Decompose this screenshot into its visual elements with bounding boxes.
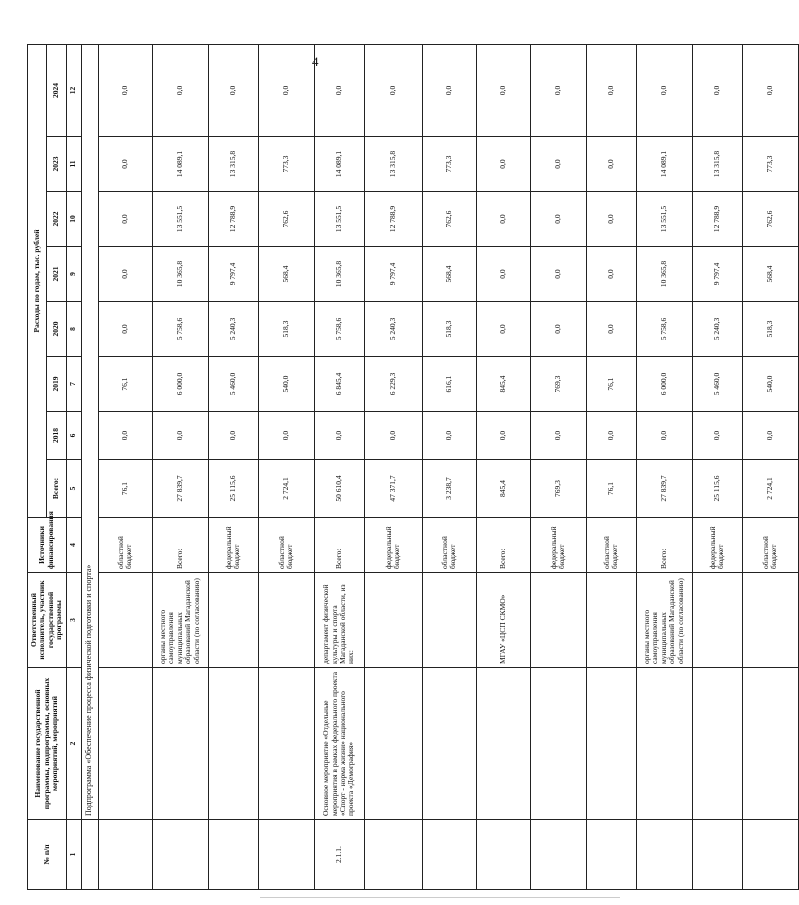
- year-value-cell: 5 758,6: [636, 302, 692, 357]
- year-value-cell: 13 315,8: [208, 137, 258, 192]
- year-value-cell: 518,3: [422, 302, 476, 357]
- year-value-cell: 10 365,8: [314, 247, 364, 302]
- num-cell: [742, 820, 798, 890]
- table-row: [636, 44, 692, 889]
- col-number: 5: [66, 460, 81, 518]
- year-value-cell: 845,4: [476, 357, 530, 412]
- year-header: 2018: [47, 412, 66, 460]
- source-cell: федеральный бюджет: [364, 518, 422, 573]
- source-cell: федеральный бюджет: [692, 518, 742, 573]
- year-value-cell: 0,0: [152, 412, 208, 460]
- year-value-cell: 12 788,9: [692, 192, 742, 247]
- year-value-cell: 5 758,6: [152, 302, 208, 357]
- year-value-cell: 0,0: [636, 44, 692, 136]
- table-row: [692, 44, 742, 889]
- year-value-cell: 540,0: [258, 357, 314, 412]
- total-cell: 25 115,6: [692, 460, 742, 518]
- source-cell: областной бюджет: [258, 518, 314, 573]
- total-cell: 3 238,7: [422, 460, 476, 518]
- name-cell: [258, 668, 314, 820]
- executor-cell: [258, 573, 314, 668]
- num-cell: [258, 820, 314, 890]
- executor-cell: МГАУ «ЦСП СКМО»: [476, 573, 530, 668]
- year-value-cell: 568,4: [422, 247, 476, 302]
- col-num-header: № п/п: [28, 820, 67, 890]
- name-cell: [364, 668, 422, 820]
- col-name-header: Наименование государственной программы, подпрограммы, основных мероприятий, мероприятий: [28, 668, 67, 820]
- year-value-cell: 0,0: [364, 44, 422, 136]
- name-cell: [476, 668, 530, 820]
- col-number: 3: [66, 573, 81, 668]
- total-cell: 27 839,7: [636, 460, 692, 518]
- col-number: 6: [66, 412, 81, 460]
- num-cell: [98, 820, 152, 890]
- year-header: 2020: [47, 302, 66, 357]
- name-cell: [208, 668, 258, 820]
- rotated-table-wrapper: [27, 45, 799, 890]
- year-value-cell: 762,6: [742, 192, 798, 247]
- year-value-cell: 6 000,0: [636, 357, 692, 412]
- num-cell: [476, 820, 530, 890]
- col-number: 1: [66, 820, 81, 890]
- table-row: [476, 44, 530, 889]
- year-value-cell: 0,0: [152, 44, 208, 136]
- year-value-cell: 6 229,3: [364, 357, 422, 412]
- source-cell: областной бюджет: [98, 518, 152, 573]
- name-cell: [152, 668, 208, 820]
- name-cell: Основное мероприятие «Отдельные мероприятия в рамках федерального проекта «Спорт - норма жизни» национального проекта «Демография»: [314, 668, 364, 820]
- year-value-cell: 0,0: [314, 412, 364, 460]
- executor-cell: [586, 573, 636, 668]
- year-value-cell: 762,6: [422, 192, 476, 247]
- year-value-cell: 9 797,4: [364, 247, 422, 302]
- year-value-cell: 14 089,1: [636, 137, 692, 192]
- source-cell: Всего:: [476, 518, 530, 573]
- col-total-header: Всего:: [47, 460, 66, 518]
- year-value-cell: 5 240,3: [692, 302, 742, 357]
- year-value-cell: 12 788,9: [208, 192, 258, 247]
- source-cell: Всего:: [314, 518, 364, 573]
- year-value-cell: 0,0: [586, 247, 636, 302]
- year-value-cell: 0,0: [530, 192, 586, 247]
- year-value-cell: 0,0: [586, 192, 636, 247]
- year-value-cell: 0,0: [476, 137, 530, 192]
- source-cell: Всего:: [152, 518, 208, 573]
- year-value-cell: 773,3: [422, 137, 476, 192]
- num-cell: [530, 820, 586, 890]
- year-value-cell: 5 460,0: [208, 357, 258, 412]
- year-value-cell: 0,0: [422, 44, 476, 136]
- executor-cell: департамент физической культуры и спорта Магаданской области, из них:: [314, 573, 364, 668]
- executor-cell: [208, 573, 258, 668]
- name-cell: [98, 668, 152, 820]
- table-row: [208, 44, 258, 889]
- year-value-cell: 0,0: [98, 192, 152, 247]
- year-header: 2022: [47, 192, 66, 247]
- year-value-cell: 0,0: [742, 44, 798, 136]
- year-value-cell: 540,0: [742, 357, 798, 412]
- table-row: [742, 44, 798, 889]
- year-header: 2019: [47, 357, 66, 412]
- table-row: [422, 44, 476, 889]
- year-value-cell: 10 365,8: [636, 247, 692, 302]
- source-cell: областной бюджет: [586, 518, 636, 573]
- executor-cell: [98, 573, 152, 668]
- col-source-header: Источники финансирования: [28, 518, 67, 573]
- col-number: 7: [66, 357, 81, 412]
- year-value-cell: 0,0: [586, 44, 636, 136]
- subprogram-row: [81, 44, 98, 889]
- year-value-cell: 0,0: [314, 44, 364, 136]
- num-cell: [208, 820, 258, 890]
- executor-cell: органы местного самоуправления муниципальных образований Магаданской области (по согласованию): [152, 573, 208, 668]
- year-header: 2023: [47, 137, 66, 192]
- executor-cell: [530, 573, 586, 668]
- table-row: [152, 44, 208, 889]
- year-header: 2021: [47, 247, 66, 302]
- col-number: 10: [66, 192, 81, 247]
- total-cell: 76,1: [98, 460, 152, 518]
- col-number: 9: [66, 247, 81, 302]
- source-cell: федеральный бюджет: [208, 518, 258, 573]
- year-value-cell: 0,0: [476, 192, 530, 247]
- year-value-cell: 0,0: [476, 247, 530, 302]
- num-cell: [422, 820, 476, 890]
- year-value-cell: 0,0: [742, 412, 798, 460]
- col-number: 2: [66, 668, 81, 820]
- scan-artifact-line: [260, 897, 620, 901]
- year-value-cell: 13 315,8: [692, 137, 742, 192]
- year-header: 2024: [47, 44, 66, 136]
- col-number: 12: [66, 44, 81, 136]
- year-value-cell: 0,0: [530, 137, 586, 192]
- year-value-cell: 0,0: [208, 412, 258, 460]
- total-cell: 27 839,7: [152, 460, 208, 518]
- year-value-cell: 0,0: [98, 412, 152, 460]
- total-cell: 50 610,4: [314, 460, 364, 518]
- year-value-cell: 0,0: [586, 137, 636, 192]
- year-value-cell: 0,0: [422, 412, 476, 460]
- year-value-cell: 76,1: [586, 357, 636, 412]
- col-executor-header: Ответственный исполнитель, участник государственной программы: [28, 573, 67, 668]
- num-cell: [152, 820, 208, 890]
- year-value-cell: 0,0: [98, 302, 152, 357]
- table-row: [586, 44, 636, 889]
- year-value-cell: 0,0: [98, 137, 152, 192]
- name-cell: [422, 668, 476, 820]
- year-value-cell: 0,0: [530, 412, 586, 460]
- subprogram-title: Подпрограмма «Обеспечение процесса физической подготовки и спорта»: [81, 44, 98, 819]
- year-value-cell: 0,0: [476, 412, 530, 460]
- year-value-cell: 518,3: [258, 302, 314, 357]
- year-value-cell: 6 000,0: [152, 357, 208, 412]
- year-value-cell: 0,0: [258, 412, 314, 460]
- year-value-cell: 0,0: [530, 247, 586, 302]
- num-cell: [364, 820, 422, 890]
- executor-cell: органы местного самоуправления муниципальных образований Магаданской области (по согласованию): [636, 573, 692, 668]
- source-cell: областной бюджет: [422, 518, 476, 573]
- total-cell: 25 115,6: [208, 460, 258, 518]
- year-value-cell: 0,0: [98, 247, 152, 302]
- page-number: 4: [312, 54, 319, 69]
- table-row: [530, 44, 586, 889]
- name-cell: [530, 668, 586, 820]
- year-value-cell: 568,4: [258, 247, 314, 302]
- num-cell: [586, 820, 636, 890]
- subprogram-num-cell: [81, 820, 98, 890]
- total-cell: 2 724,1: [258, 460, 314, 518]
- year-value-cell: 13 551,5: [636, 192, 692, 247]
- col-expenses-header: Расходы по годам, тыс. рублей: [28, 44, 47, 517]
- source-cell: областной бюджет: [742, 518, 798, 573]
- col-number: 11: [66, 137, 81, 192]
- year-value-cell: 76,1: [98, 357, 152, 412]
- year-value-cell: 616,1: [422, 357, 476, 412]
- year-value-cell: 14 089,1: [314, 137, 364, 192]
- total-cell: 47 371,7: [364, 460, 422, 518]
- year-value-cell: 5 240,3: [364, 302, 422, 357]
- year-value-cell: 13 315,8: [364, 137, 422, 192]
- year-value-cell: 762,6: [258, 192, 314, 247]
- year-value-cell: 769,3: [530, 357, 586, 412]
- year-value-cell: 0,0: [530, 44, 586, 136]
- source-cell: федеральный бюджет: [530, 518, 586, 573]
- header-row-1: [28, 44, 47, 889]
- executor-cell: [422, 573, 476, 668]
- year-value-cell: 773,3: [742, 137, 798, 192]
- executor-cell: [364, 573, 422, 668]
- year-value-cell: 0,0: [692, 412, 742, 460]
- year-value-cell: 12 788,9: [364, 192, 422, 247]
- source-cell: Всего:: [636, 518, 692, 573]
- col-number: 8: [66, 302, 81, 357]
- name-cell: [692, 668, 742, 820]
- year-value-cell: 0,0: [476, 44, 530, 136]
- name-cell: [586, 668, 636, 820]
- year-value-cell: 13 551,5: [152, 192, 208, 247]
- name-cell: [742, 668, 798, 820]
- year-value-cell: 0,0: [476, 302, 530, 357]
- year-value-cell: 9 797,4: [208, 247, 258, 302]
- table-row: [98, 44, 152, 889]
- executor-cell: [692, 573, 742, 668]
- column-numbers-row: [66, 44, 81, 889]
- year-value-cell: 0,0: [692, 44, 742, 136]
- num-cell: [692, 820, 742, 890]
- total-cell: 2 724,1: [742, 460, 798, 518]
- num-cell: 2.1.1.: [314, 820, 364, 890]
- total-cell: 845,4: [476, 460, 530, 518]
- year-value-cell: 0,0: [586, 412, 636, 460]
- table-row: [364, 44, 422, 889]
- year-value-cell: 10 365,8: [152, 247, 208, 302]
- col-number: 4: [66, 518, 81, 573]
- year-value-cell: 14 089,1: [152, 137, 208, 192]
- name-cell: [636, 668, 692, 820]
- year-value-cell: 13 551,5: [314, 192, 364, 247]
- table-row: [258, 44, 314, 889]
- year-value-cell: 5 758,6: [314, 302, 364, 357]
- expenses-table: [27, 44, 799, 890]
- year-value-cell: 773,3: [258, 137, 314, 192]
- year-value-cell: 0,0: [530, 302, 586, 357]
- total-cell: 769,3: [530, 460, 586, 518]
- year-value-cell: 5 240,3: [208, 302, 258, 357]
- year-value-cell: 0,0: [636, 412, 692, 460]
- num-cell: [636, 820, 692, 890]
- year-value-cell: 0,0: [208, 44, 258, 136]
- year-value-cell: 6 845,4: [314, 357, 364, 412]
- year-value-cell: 518,3: [742, 302, 798, 357]
- year-value-cell: 5 460,0: [692, 357, 742, 412]
- total-cell: 76,1: [586, 460, 636, 518]
- year-value-cell: 568,4: [742, 247, 798, 302]
- table-row: [314, 44, 364, 889]
- year-value-cell: 0,0: [98, 44, 152, 136]
- year-value-cell: 0,0: [258, 44, 314, 136]
- year-value-cell: 0,0: [364, 412, 422, 460]
- year-value-cell: 9 797,4: [692, 247, 742, 302]
- year-value-cell: 0,0: [586, 302, 636, 357]
- executor-cell: [742, 573, 798, 668]
